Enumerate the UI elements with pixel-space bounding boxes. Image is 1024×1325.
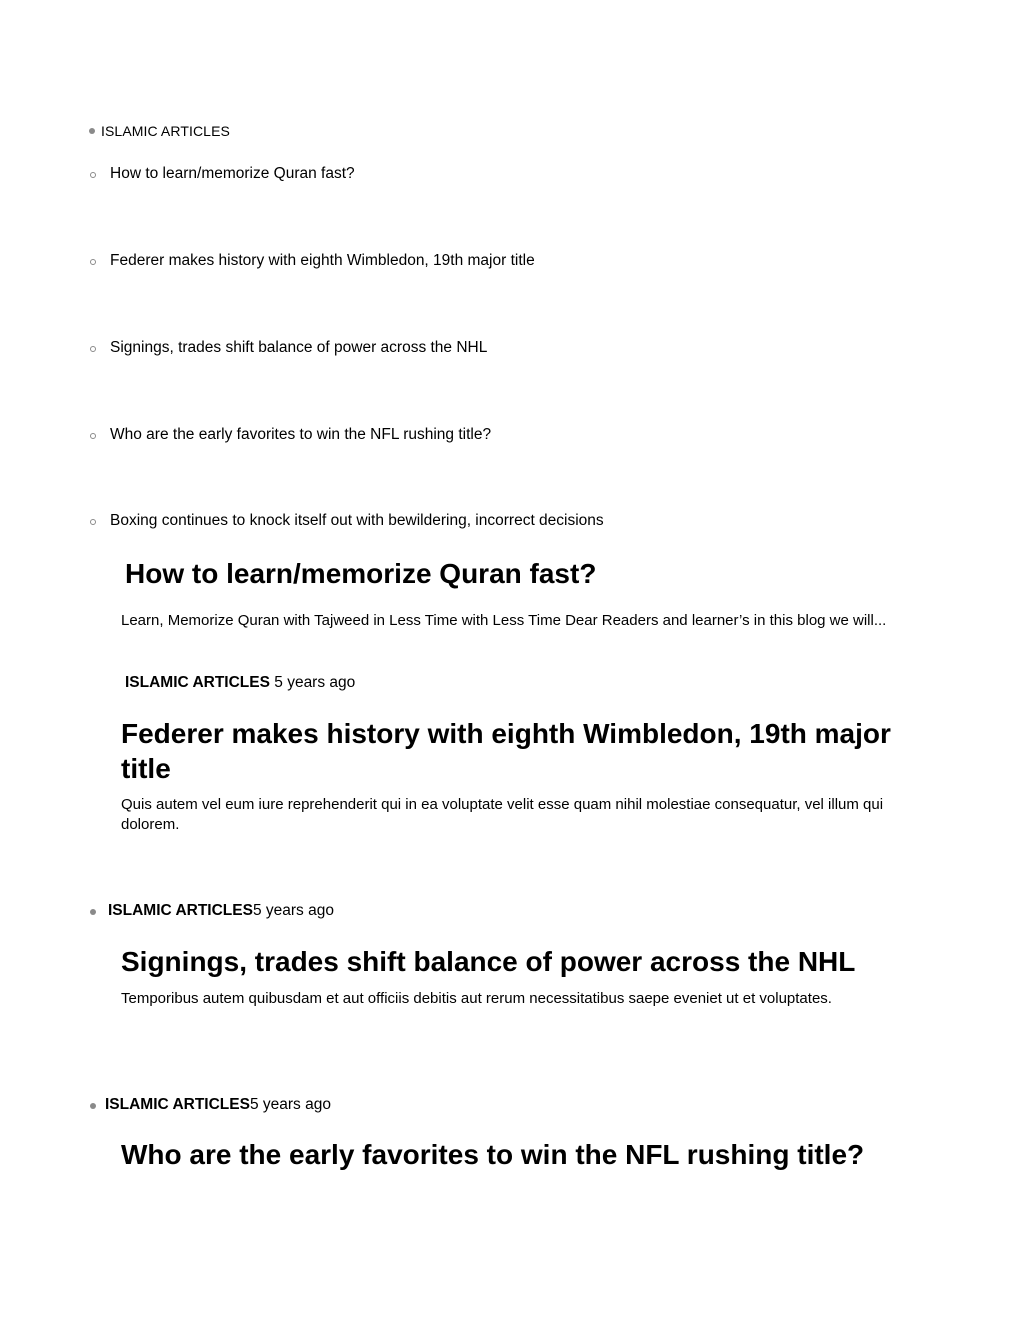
article-meta: [108, 902, 334, 920]
article-title[interactable]: Who are the early favorites to win the NFL rushing title?: [121, 1139, 865, 1170]
article-title[interactable]: Federer makes history with eighth Wimbledon, 19th major title: [121, 718, 891, 784]
article-title[interactable]: How to learn/memorize Quran fast?: [125, 558, 597, 589]
nav-link-quran[interactable]: How to learn/memorize Quran fast?: [110, 165, 355, 182]
article-meta: [105, 1096, 331, 1114]
circle-bullet-icon: [90, 433, 96, 439]
article-excerpt: Temporibus autem quibusdam et aut officiis debitis aut rerum necessitatibus saepe eveniet ut et voluptates.: [121, 990, 832, 1007]
circle-bullet-icon: [90, 519, 96, 525]
nav-link-federer[interactable]: Federer makes history with eighth Wimbledon, 19th major title: [110, 252, 535, 269]
circle-bullet-icon: [90, 259, 96, 265]
bullet-icon: [89, 128, 95, 134]
circle-bullet-icon: [90, 172, 96, 178]
circle-bullet-icon: [90, 346, 96, 352]
article-category-link[interactable]: ISLAMIC ARTICLES: [108, 902, 253, 919]
nav-category-islamic-articles[interactable]: ISLAMIC ARTICLES: [101, 123, 230, 139]
bullet-icon: [90, 909, 96, 915]
article-time: 5 years ago: [249, 1096, 331, 1113]
nav-link-nhl[interactable]: Signings, trades shift balance of power across the NHL: [110, 339, 488, 356]
article-meta: [125, 674, 355, 692]
article-time: 5 years ago: [274, 674, 356, 691]
article-excerpt: Learn, Memorize Quran with Tajweed in Less Time with Less Time Dear Readers and learner’s in this blog we will...: [121, 612, 887, 629]
article-excerpt: Quis autem vel eum iure reprehenderit qui in ea voluptate velit esse quam nihil molestiae consequatur, vel illum qui dolorem.: [121, 796, 884, 833]
article-category-link[interactable]: ISLAMIC ARTICLES: [125, 674, 270, 691]
nav-link-boxing[interactable]: Boxing continues to knock itself out with bewildering, incorrect decisions: [110, 512, 604, 529]
nav-link-nfl[interactable]: Who are the early favorites to win the NFL rushing title?: [110, 426, 492, 443]
article-time: 5 years ago: [252, 902, 334, 919]
bullet-icon: [90, 1103, 96, 1109]
article-category-link[interactable]: ISLAMIC ARTICLES: [105, 1096, 250, 1113]
article-title[interactable]: Signings, trades shift balance of power across the NHL: [121, 946, 856, 977]
